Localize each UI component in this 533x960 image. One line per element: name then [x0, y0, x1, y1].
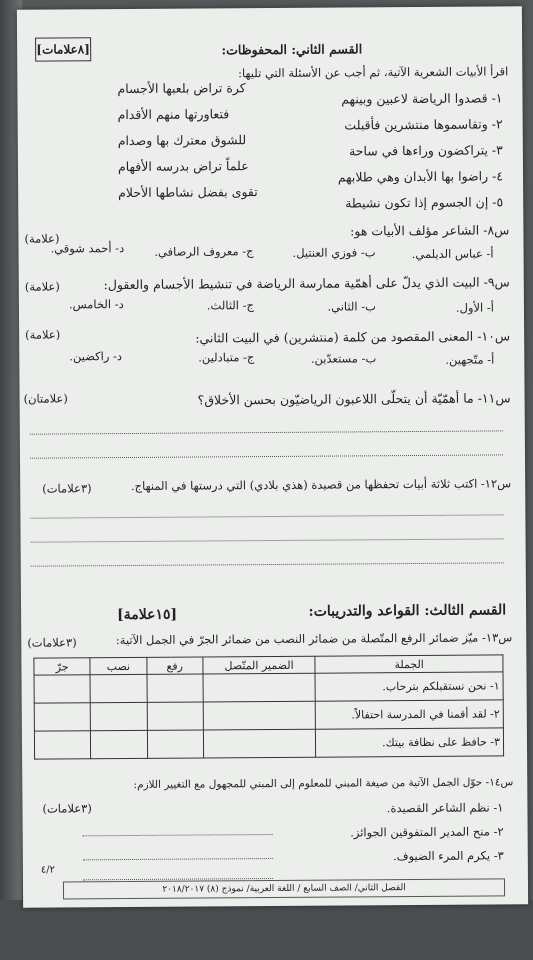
question-9: س٩- البيت الذي يدلّ على أهمّية ممارسة الرياضة في تنشيط الأجسام والعقول:	[103, 274, 510, 293]
table-row	[34, 672, 503, 703]
verse-right: ٣- يتراكضون وراءها في ساحة	[348, 142, 503, 159]
verse-right: ٢- وتقاسموها منتشرين فأقبلت	[344, 116, 503, 133]
question-12: س١٢- اكتب ثلاثة أبيات تحفظها من قصيدة (هذي بلادي) التي درستها في المنهاج.	[130, 476, 512, 493]
verse-left: علماً تراض بدرسه الأفهام	[117, 158, 249, 175]
jarr-cell[interactable]	[34, 731, 91, 759]
q10-option-c[interactable]: ج- متبادلين.	[198, 350, 255, 365]
answer-line[interactable]	[31, 562, 504, 566]
answer-line[interactable]	[30, 514, 503, 518]
question-10-mark: (علامة)	[25, 327, 61, 342]
q9-option-a[interactable]: أ- الأول.	[455, 300, 495, 315]
q9-option-b[interactable]: ب- الثاني.	[327, 299, 376, 314]
table-row	[34, 700, 503, 731]
table-header-sentence: الجملة	[315, 655, 503, 673]
answer-line[interactable]	[30, 454, 503, 458]
question-12-mark: (٣علامات)	[42, 481, 92, 496]
verse-right: ٥- إن الجسوم إذا تكون نشيطة	[345, 194, 504, 211]
q8-option-a[interactable]: أ- عباس الديلمي.	[411, 246, 494, 262]
table-header-raf: رفع	[146, 657, 202, 674]
question-8: س٨- الشاعر مؤلف الأبيات هو:	[350, 222, 510, 239]
raf-cell[interactable]	[147, 674, 203, 702]
question-13: س١٣- ميّز ضمائر الرفع المتّصلة من ضمائر النصب من ضمائر الجرّ في الجمل الآتية:	[115, 630, 513, 648]
section2-marks-box: [٨علامات]	[35, 37, 91, 61]
question-9-mark: (علامة)	[24, 279, 60, 294]
exam-page	[17, 6, 528, 908]
section3-marks: [١٥علامة]	[117, 606, 178, 624]
answer-line[interactable]	[30, 430, 503, 434]
sentence-cell: ١- نحن نستقبلكم بترحاب.	[315, 672, 503, 701]
pronoun-cell[interactable]	[203, 729, 316, 758]
pronoun-table	[33, 654, 504, 759]
pronoun-cell[interactable]	[203, 673, 316, 702]
nasb-cell[interactable]	[91, 730, 147, 758]
question-14: س١٤- حوّل الجمل الآتية من صيغة المبني للمعلوم إلى المبني للمجهول مع التغيير اللازم:	[133, 776, 514, 791]
sentence-cell: ٢- لقد أقمنا في المدرسة احتفالاً.	[316, 700, 504, 729]
table-header-pronoun: الضمير المتّصل	[203, 656, 316, 674]
verse-left: تقوى بفضل نشاطها الأحلام	[118, 184, 258, 201]
table-header-jarr: جرّ	[34, 658, 90, 675]
q14-item: ٣- يكرم المرء الضيوف.	[392, 848, 504, 864]
instruction-text: اقرأ الأبيات الشعرية الآتية، ثم أجب عن الأسئلة التي تليها:	[238, 64, 509, 81]
question-10: س١٠- المعنى المقصود من كلمة (منتشرين) في البيت الثاني:	[195, 328, 511, 346]
verse-left: كرة تراض بلعبها الأجسام	[117, 80, 246, 97]
question-11-mark: (علامتان)	[23, 391, 68, 406]
q10-option-b[interactable]: ب- مستعدّين.	[310, 351, 377, 366]
q10-option-a[interactable]: أ- متّجهين.	[445, 352, 495, 367]
verse-left: فتعاورتها منهم الأقدام	[117, 106, 230, 123]
nasb-cell[interactable]	[91, 702, 147, 730]
q14-item: ١- نظم الشاعر القصيدة.	[386, 800, 504, 816]
q9-option-d[interactable]: د- الخامس.	[68, 297, 124, 312]
table-row	[34, 728, 503, 759]
raf-cell[interactable]	[147, 702, 203, 730]
jarr-cell[interactable]	[34, 675, 91, 703]
q9-option-c[interactable]: ج- الثالث.	[206, 298, 254, 313]
footer: الفصل الثاني/ الصف السابع / اللغة العربية/ نموذج (٨) ٢٠١٨/٢٠١٧	[63, 878, 505, 899]
section3-title: القسم الثالث: القواعد والتدريبات:	[308, 602, 507, 620]
answer-line[interactable]	[83, 858, 273, 860]
q8-option-d[interactable]: د- أحمد شوقي.	[50, 241, 125, 256]
jarr-cell[interactable]	[34, 703, 91, 731]
sentence-cell: ٣- حافظ على نظافة بيتك.	[316, 728, 504, 757]
verse-left: للشوق معترك بها وصدام	[117, 132, 247, 149]
q14-item: ٢- منح المدير المتفوقين الجوائز.	[350, 824, 504, 840]
nasb-cell[interactable]	[90, 674, 146, 702]
q10-option-d[interactable]: د- راكضين.	[69, 349, 123, 364]
raf-cell[interactable]	[147, 730, 203, 758]
question-8-mark: (علامة)	[24, 231, 60, 246]
answer-line[interactable]	[83, 834, 273, 836]
page-number: ٤/٢	[40, 864, 56, 876]
question-11: س١١- ما أهمّيّة أن يتحلّى اللاعبون الرياضيّون بحسن الأخلاق؟	[197, 390, 511, 408]
background-table	[0, 900, 533, 960]
answer-line[interactable]	[31, 538, 504, 542]
table-header-nasb: نصب	[90, 657, 146, 674]
question-13-mark: (٣علامات)	[27, 635, 77, 650]
q8-option-c[interactable]: ج- معروف الرصافي.	[154, 244, 254, 259]
section2-title: القسم الثاني: المحفوظات:	[221, 41, 363, 58]
verse-right: ٤- راضوا بها الأبدان وهي طلابهم	[337, 168, 504, 185]
question-14-mark: (٣علامات)	[42, 801, 92, 816]
q8-option-b[interactable]: ب- فوزي العنتيل.	[292, 245, 376, 260]
pronoun-cell[interactable]	[203, 701, 316, 730]
verse-right: ١- قصدوا الرياضة لاعبين وبينهم	[341, 90, 503, 107]
